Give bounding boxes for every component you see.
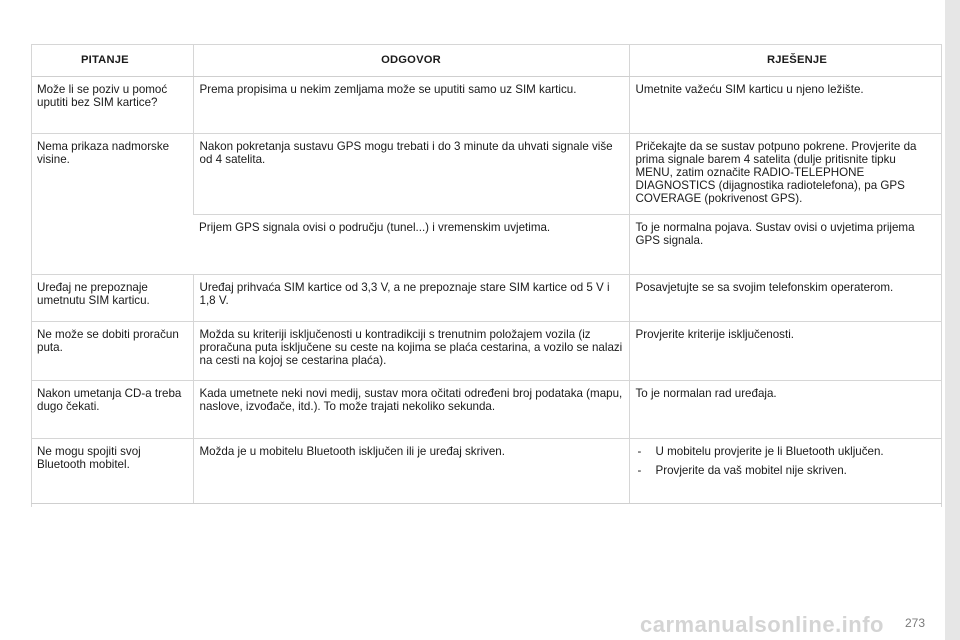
list-item-text: U mobitelu provjerite je li Bluetooth uključen. [655, 445, 884, 458]
list-item [636, 464, 937, 477]
bullet-dash: - [637, 445, 642, 458]
answer-cell: Uređaj prihvaća SIM kartice od 3,3 V, a ne prepoznaje stare SIM kartice od 5 V i 1,8 V. [193, 275, 629, 322]
table-row [31, 134, 942, 215]
solution-cell: Provjerite kriterije isključenosti. [629, 322, 942, 381]
page-number: 273 [905, 616, 926, 630]
question-cell: Nema prikaza nadmorske visine. [31, 134, 193, 275]
answer-cell: Možda su kriteriji isključenosti u kontradikciji s trenutnim položajem vozila (iz proračuna puta isključene su ceste na kojima se plaća cestarina, a vozilo se nalazi na cesti na kojoj se cestarina plaća). [193, 322, 629, 381]
solution-cell: Pričekajte da se sustav potpuno pokrene. Provjerite da prima signale barem 4 satelita (dulje pritisnite tipku MENU, zatim označite RADIO-TELEPHONE DIAGNOSTICS (dijagnostika radiotelefona), pa GPS COVERAGE (pokrivenost GPS). [629, 134, 942, 215]
table-row [31, 77, 942, 134]
answer-cell: Kada umetnete neki novi medij, sustav mora očitati određeni broj podataka (mapu, naslove, izvođače, itd.). To može trajati nekoliko sekunda. [193, 381, 629, 439]
answer-cell: Prijem GPS signala ovisi o području (tunel...) i vremenskim uvjetima. [193, 215, 629, 275]
faq-table [31, 44, 942, 504]
answer-cell: Prema propisima u nekim zemljama može se uputiti samo uz SIM karticu. [193, 77, 629, 134]
header-solution: RJEŠENJE [629, 44, 942, 77]
answer-cell: Možda je u mobitelu Bluetooth isključen ili je uređaj skriven. [193, 439, 629, 504]
solution-cell: To je normalan rad uređaja. [629, 381, 942, 439]
header-question: PITANJE [31, 44, 193, 77]
table-row [31, 322, 942, 381]
list-item-text: Provjerite da vaš mobitel nije skriven. [655, 464, 847, 477]
solution-cell: To je normalna pojava. Sustav ovisi o uvjetima prijema GPS signala. [629, 215, 942, 275]
question-cell: Ne mogu spojiti svoj Bluetooth mobitel. [31, 439, 193, 504]
question-cell: Uređaj ne prepoznaje umetnutu SIM karticu. [31, 275, 193, 322]
solution-cell: Umetnite važeću SIM karticu u njeno ležište. [629, 77, 942, 134]
question-cell: Nakon umetanja CD-a treba dugo čekati. [31, 381, 193, 439]
side-strip [945, 0, 960, 640]
table-row [31, 275, 942, 322]
list-item [636, 445, 937, 458]
table-row [31, 381, 942, 439]
table-header-row [31, 44, 942, 77]
solution-list [636, 445, 937, 477]
solution-cell [629, 439, 942, 504]
watermark: carmanualsonline.info [640, 612, 884, 637]
bullet-dash: - [637, 464, 642, 477]
question-cell: Može li se poziv u pomoć uputiti bez SIM kartice? [37, 83, 168, 109]
header-answer: ODGOVOR [193, 44, 629, 77]
question-cell: Ne može se dobiti proračun puta. [31, 322, 193, 381]
answer-cell: Nakon pokretanja sustavu GPS mogu trebati i do 3 minute da uhvati signale više od 4 satelita. [193, 134, 629, 215]
table-row [31, 439, 942, 504]
solution-cell: Posavjetujte se sa svojim telefonskim operaterom. [629, 275, 942, 322]
